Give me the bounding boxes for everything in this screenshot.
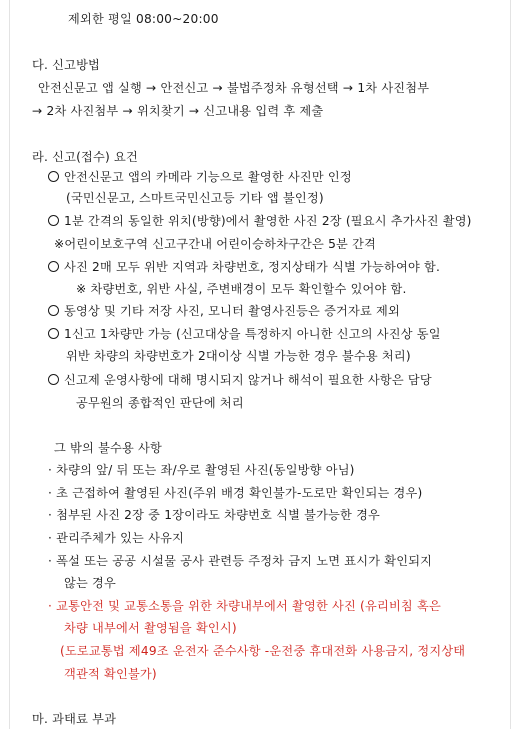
requirement-text: 동영상 및 기타 저장 사진, 모니터 촬영사진등은 증거자료 제외: [64, 304, 400, 318]
rejection-item: · 차량의 앞/ 뒤 또는 좌/우로 촬영된 사진(동일방향 아님): [48, 463, 355, 477]
section-heading-report-method: 다. 신고방법: [32, 58, 101, 72]
requirement-item: [48, 259, 440, 275]
requirement-item: [48, 326, 441, 342]
circle-bullet-icon: [48, 171, 59, 182]
page-frame: [9, 0, 511, 729]
requirement-item: [48, 372, 432, 388]
circle-bullet-icon: [48, 305, 59, 316]
rejection-item: · 관리주체가 있는 사유지: [48, 531, 185, 545]
rejection-item-highlighted: · 교통안전 및 교통소통을 위한 차량내부에서 촬영한 사진 (유리비침 혹은: [48, 599, 441, 613]
report-method-step-2: → 2차 사진첨부 → 위치찾기 → 신고내용 입력 후 제출: [32, 104, 324, 118]
operating-hours-line: 제외한 평일 08:00~20:00: [68, 12, 219, 26]
section-heading-fine: 마. 과태료 부과: [32, 712, 117, 726]
law-reference-note: (도로교통법 제49조 운전자 준수사항 -운전중 휴대전화 사용금지, 정지상태: [60, 644, 466, 658]
rejection-item: · 폭설 또는 공공 시설물 공사 관련등 주정차 금지 노면 표시가 확인되지: [48, 554, 433, 568]
requirement-note: ※ 차량번호, 위반 사실, 주변배경이 모두 확인할수 있어야 함.: [76, 282, 407, 296]
circle-bullet-icon: [48, 215, 59, 226]
rejection-continuation-highlighted: 차량 내부에서 촬영됨을 확인시): [64, 621, 237, 635]
circle-bullet-icon: [48, 374, 59, 385]
report-method-step-1: 안전신문고 앱 실행 → 안전신고 → 불법주정차 유형선택 → 1차 사진첨부: [38, 81, 430, 95]
requirement-item: [48, 303, 400, 319]
requirement-item: [48, 169, 352, 185]
requirement-text: 1신고 1차량만 가능 (신고대상을 특정하지 아니한 신고의 사진상 동일: [64, 327, 441, 341]
requirement-text: 안전신문고 앱의 카메라 기능으로 촬영한 사진만 인정: [64, 170, 352, 184]
rejection-item: · 첨부된 사진 2장 중 1장이라도 차량번호 식별 불가능한 경우: [48, 508, 381, 522]
section-heading-requirements: 라. 신고(접수) 요건: [32, 150, 138, 164]
requirement-item: [48, 213, 472, 229]
requirement-note: ※어린이보호구역 신고구간내 어린이승하차구간은 5분 간격: [54, 237, 377, 251]
requirement-continuation: 공무원의 종합적인 판단에 처리: [76, 396, 244, 410]
circle-bullet-icon: [48, 261, 59, 272]
rejection-continuation: 않는 경우: [64, 576, 116, 590]
circle-bullet-icon: [48, 328, 59, 339]
requirement-text: 1분 간격의 동일한 위치(방향)에서 촬영한 사진 2장 (필요시 추가사진 촬영): [64, 214, 472, 228]
requirement-text: 신고제 운영사항에 대해 명시되지 않거나 해석이 필요한 사항은 담당: [64, 373, 432, 387]
requirement-continuation: 위반 차량의 차량번호가 2대이상 식별 가능한 경우 불수용 처리): [66, 349, 411, 363]
law-reference-continuation: 객관적 확인불가): [64, 667, 157, 681]
section-heading-other: 그 밖의 불수용 사항: [54, 441, 163, 455]
rejection-item: · 초 근접하여 촬영된 사진(주위 배경 확인불가-도로만 확인되는 경우): [48, 486, 423, 500]
requirement-text: 사진 2매 모두 위반 지역과 차량번호, 정지상태가 식별 가능하여야 함.: [64, 260, 441, 274]
requirement-note: (국민신문고, 스마트국민신고등 기타 앱 불인정): [66, 191, 324, 205]
